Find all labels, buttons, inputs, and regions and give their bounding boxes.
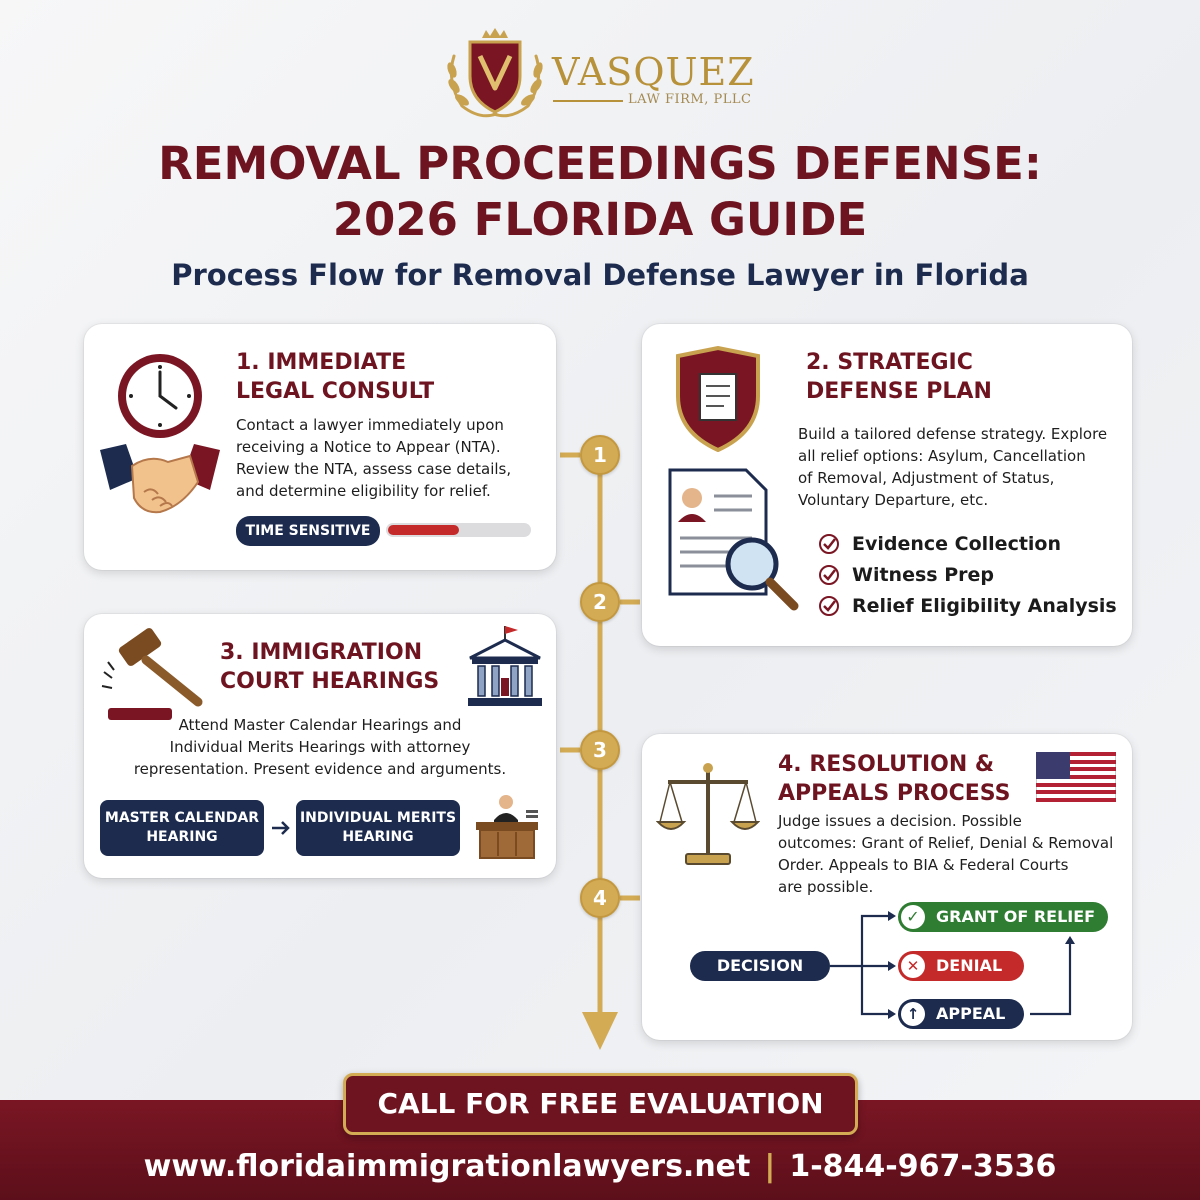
step-3-title-line-2: COURT HEARINGS [220, 669, 440, 694]
outcome-appeal [898, 999, 1024, 1029]
outcome-label: APPEAL [936, 1004, 1006, 1023]
step-4-text-line: are possible. [778, 878, 874, 896]
step-3-text-line: Individual Merits Hearings with attorney [169, 738, 471, 756]
courthouse-icon [466, 624, 544, 710]
step-1-title-line-1: 1. IMMEDIATE [236, 350, 407, 375]
step-1-text-line: receiving a Notice to Appear (NTA). [236, 438, 501, 456]
step-card-1 [84, 324, 556, 570]
flow-box-line: HEARING [342, 829, 414, 845]
step-2-description [798, 423, 1128, 511]
step-4-description [778, 810, 1128, 898]
outcome-label: DENIAL [936, 956, 1003, 975]
step-1-text-line: Review the NTA, assess case details, [236, 460, 512, 478]
master-calendar-hearing-box [100, 800, 264, 856]
page-subtitle: Process Flow for Removal Defense Lawyer in Florida [171, 258, 1029, 292]
check-circle-icon [818, 533, 840, 555]
step-1-description [236, 414, 546, 502]
document-magnifier-icon [666, 466, 802, 614]
brand-subname: LAW FIRM, PLLC [628, 92, 752, 107]
step-3-title [220, 638, 439, 696]
phone-link[interactable]: 1-844-967-3536 [789, 1149, 1057, 1184]
step-2-title [806, 348, 992, 406]
step-2-title-line-2: DEFENSE PLAN [806, 379, 992, 404]
flow-box-line: MASTER CALENDAR [104, 810, 260, 826]
check-circle-icon [818, 564, 840, 586]
brand-name: VASQUEZ [552, 50, 755, 94]
outcome-label: GRANT OF RELIEF [936, 907, 1096, 926]
time-sensitive-badge: TIME SENSITIVE [236, 516, 380, 546]
checklist-item [818, 590, 1118, 621]
arrow-up-icon: ↑ [901, 1002, 925, 1026]
step-1-title-line-2: LEGAL CONSULT [236, 379, 435, 404]
decision-badge: DECISION [690, 951, 830, 981]
urgency-bar [386, 523, 531, 537]
checklist-label: Evidence Collection [852, 532, 1061, 555]
title-line-1: REMOVAL PROCEEDINGS DEFENSE: [158, 137, 1042, 190]
step-4-title [778, 750, 1011, 808]
x-icon: ✕ [901, 954, 925, 978]
footer-separator: | [764, 1149, 776, 1184]
judge-bench-icon [472, 792, 542, 860]
step-1-text-line: and determine eligibility for relief. [236, 482, 491, 500]
arrow-right-icon [270, 818, 292, 838]
title-line-2: 2026 FLORIDA GUIDE [332, 193, 868, 246]
call-for-free-evaluation-button[interactable]: CALL FOR FREE EVALUATION [343, 1073, 858, 1135]
step-card-4 [642, 734, 1132, 1040]
step-4-text-line: outcomes: Grant of Relief, Denial & Removal [778, 834, 1114, 852]
step-2-text-line: Build a tailored defense strategy. Explore [798, 425, 1108, 443]
step-2-text-line: Voluntary Departure, etc. [798, 491, 989, 509]
step-3-description [84, 714, 556, 780]
timeline-node-1: 1 [580, 435, 620, 475]
scales-icon [656, 760, 760, 868]
step-card-3 [84, 614, 556, 878]
step-4-text-line: Judge issues a decision. Possible [778, 812, 1022, 830]
step-card-2 [642, 324, 1132, 646]
check-circle-icon [818, 595, 840, 617]
checklist-label: Witness Prep [852, 563, 994, 586]
flow-box-line: HEARING [146, 829, 218, 845]
checklist-item [818, 528, 1118, 559]
timeline-node-2: 2 [580, 582, 620, 622]
step-1-title [236, 348, 434, 406]
step-4-text-line: Order. Appeals to BIA & Federal Courts [778, 856, 1069, 874]
checklist-label: Relief Eligibility Analysis [852, 594, 1117, 617]
step-2-title-line-1: 2. STRATEGIC [806, 350, 973, 375]
outcome-grant-of-relief [898, 902, 1108, 932]
urgency-bar-fill [388, 525, 459, 535]
timeline-node-4: 4 [580, 878, 620, 918]
shield-document-icon [672, 346, 764, 452]
page-title [0, 136, 1200, 248]
gavel-icon [98, 628, 214, 726]
brand-divider [553, 100, 623, 102]
flow-box-line: INDIVIDUAL MERITS [299, 810, 457, 826]
outcome-denial [898, 951, 1024, 981]
step-3-text-line: Attend Master Calendar Hearings and [178, 716, 462, 734]
step-2-text-line: of Removal, Adjustment of Status, [798, 469, 1055, 487]
website-link[interactable]: www.floridaimmigrationlawyers.net [143, 1149, 751, 1184]
step-1-text-line: Contact a lawyer immediately upon [236, 416, 504, 434]
individual-merits-hearing-box [296, 800, 460, 856]
step-2-checklist [818, 528, 1118, 621]
step-2-text-line: all relief options: Asylum, Cancellation [798, 447, 1086, 465]
us-flag-icon [1036, 752, 1116, 802]
timeline-node-3: 3 [580, 730, 620, 770]
checklist-item [818, 559, 1118, 590]
step-4-title-line-2: APPEALS PROCESS [778, 781, 1011, 806]
step-4-title-line-1: 4. RESOLUTION & [778, 752, 995, 777]
check-icon: ✓ [901, 905, 925, 929]
step-3-text-line: representation. Present evidence and arguments. [133, 760, 507, 778]
footer-contact [0, 1148, 1200, 1186]
clock-icon [114, 350, 206, 442]
handshake-icon [98, 436, 222, 520]
step-3-title-line-1: 3. IMMIGRATION [220, 640, 423, 665]
